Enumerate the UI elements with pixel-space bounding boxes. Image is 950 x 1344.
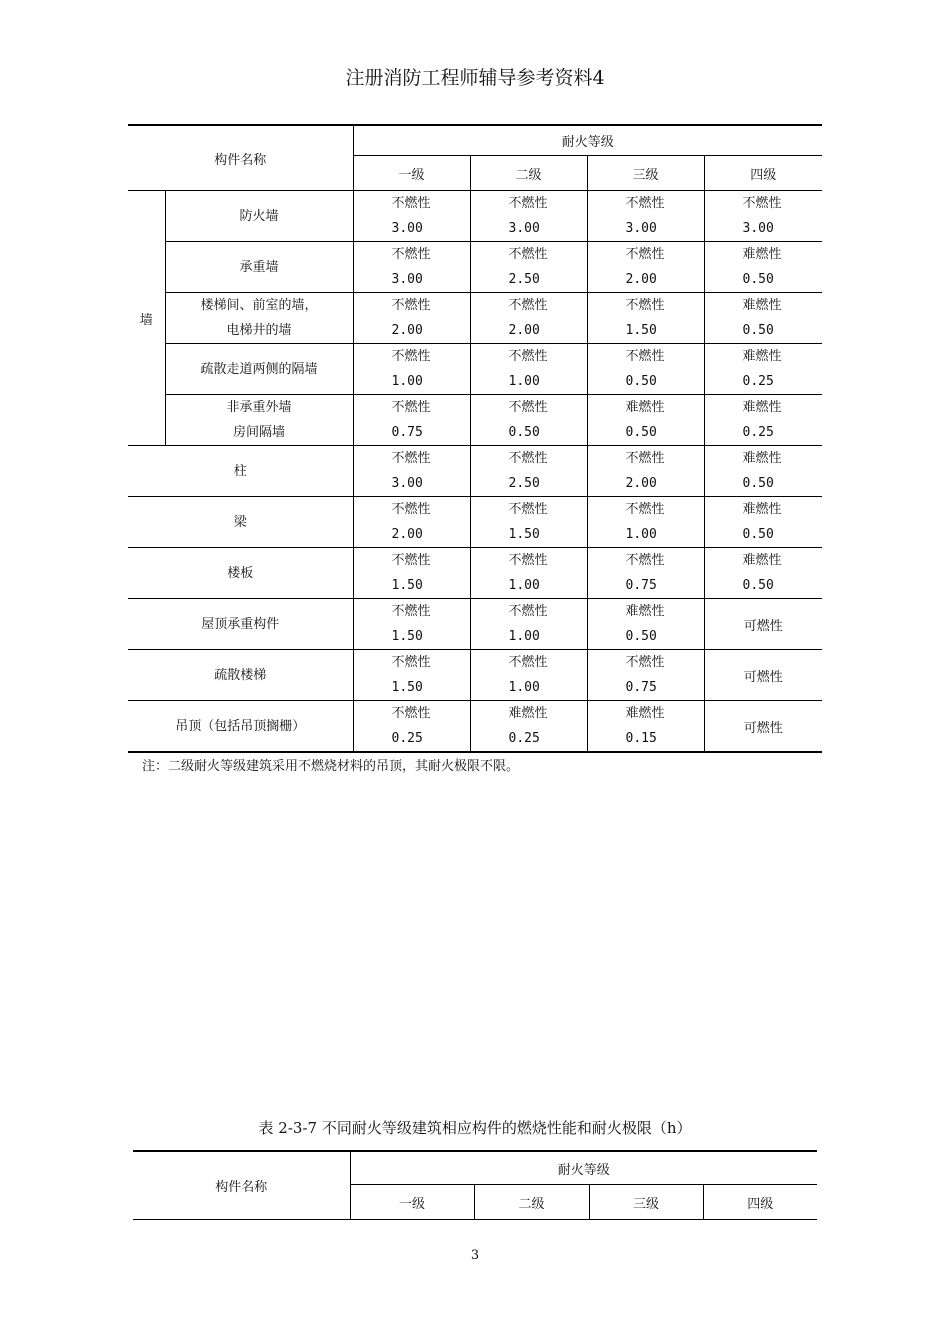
fire-resistance-hours: 2.00 bbox=[625, 476, 657, 491]
page-number: 3 bbox=[470, 1248, 480, 1263]
combustibility-value: 不燃性 bbox=[391, 502, 431, 517]
page-header-title: 注册消防工程师辅导参考资料4 bbox=[345, 67, 605, 89]
fire-resistance-hours: 1.50 bbox=[391, 629, 423, 644]
column-header-fire-rating: 耐火等级 bbox=[350, 1151, 817, 1185]
table-note: 注：二级耐火等级建筑采用不燃烧材料的吊顶，其耐火极限不限。 bbox=[142, 759, 520, 774]
combustibility-value: 不燃性 bbox=[508, 400, 548, 415]
fire-resistance-hours: 0.50 bbox=[508, 425, 540, 440]
combustibility-value: 不燃性 bbox=[625, 502, 665, 517]
rating-cell bbox=[704, 344, 822, 395]
combustibility-value: 不燃性 bbox=[508, 349, 548, 364]
fire-resistance-hours: 1.00 bbox=[508, 629, 540, 644]
combustibility-value: 不燃性 bbox=[625, 553, 665, 568]
combustibility-value: 难燃性 bbox=[742, 502, 782, 517]
rating-cell bbox=[353, 701, 470, 753]
fire-resistance-hours: 3.00 bbox=[391, 272, 423, 287]
fire-resistance-hours: 0.75 bbox=[625, 680, 657, 695]
fire-resistance-hours: 2.00 bbox=[625, 272, 657, 287]
rating-cell bbox=[704, 497, 822, 548]
combustibility-value: 不燃性 bbox=[391, 706, 431, 721]
table-row bbox=[128, 548, 822, 599]
fire-resistance-hours: 1.50 bbox=[508, 527, 540, 542]
fire-resistance-hours: 0.75 bbox=[391, 425, 423, 440]
fire-resistance-hours: 3.00 bbox=[391, 221, 423, 236]
fire-resistance-hours: 0.25 bbox=[508, 731, 540, 746]
column-header-component-name: 构件名称 bbox=[133, 1151, 350, 1220]
rating-cell bbox=[353, 497, 470, 548]
combustibility-value: 不燃性 bbox=[391, 196, 431, 211]
rating-cell bbox=[353, 293, 470, 344]
table-row bbox=[128, 395, 822, 446]
rating-cell bbox=[587, 599, 704, 650]
rating-cell bbox=[704, 191, 822, 242]
combustibility-value: 难燃性 bbox=[742, 247, 782, 262]
combustibility-value: 难燃性 bbox=[625, 706, 665, 721]
combustibility-value: 不燃性 bbox=[508, 604, 548, 619]
component-name: 屋顶承重构件 bbox=[128, 599, 353, 650]
rating-cell bbox=[470, 191, 587, 242]
fire-resistance-hours: 1.00 bbox=[508, 578, 540, 593]
fire-resistance-hours: 2.00 bbox=[508, 323, 540, 338]
rating-cell bbox=[587, 497, 704, 548]
rating-cell bbox=[587, 650, 704, 701]
combustibility-value: 难燃性 bbox=[742, 298, 782, 313]
rating-cell bbox=[470, 344, 587, 395]
combustibility-value: 不燃性 bbox=[742, 196, 782, 211]
fire-resistance-hours: 0.50 bbox=[625, 629, 657, 644]
rating-cell bbox=[353, 650, 470, 701]
rating-cell bbox=[704, 293, 822, 344]
rating-cell bbox=[704, 548, 822, 599]
rating-cell bbox=[353, 599, 470, 650]
rating-cell bbox=[470, 293, 587, 344]
component-name: 柱 bbox=[128, 446, 353, 497]
rating-cell bbox=[470, 548, 587, 599]
combustibility-value: 难燃性 bbox=[742, 349, 782, 364]
combustibility-value: 不燃性 bbox=[391, 553, 431, 568]
table-row bbox=[128, 650, 822, 701]
fire-resistance-hours: 1.50 bbox=[625, 323, 657, 338]
fire-resistance-hours: 3.00 bbox=[391, 476, 423, 491]
fire-resistance-hours: 0.75 bbox=[625, 578, 657, 593]
fire-resistance-table bbox=[128, 124, 822, 753]
rating-cell bbox=[470, 497, 587, 548]
grade-header: 二级 bbox=[470, 156, 587, 191]
fire-resistance-hours: 0.50 bbox=[625, 425, 657, 440]
grade-header: 三级 bbox=[589, 1185, 703, 1220]
combustibility-value: 不燃性 bbox=[391, 247, 431, 262]
fire-resistance-hours: 3.00 bbox=[508, 221, 540, 236]
fire-resistance-hours: 0.25 bbox=[742, 425, 774, 440]
fire-resistance-hours: 0.15 bbox=[625, 731, 657, 746]
grade-header: 一级 bbox=[350, 1185, 474, 1220]
combustibility-value: 不燃性 bbox=[625, 451, 665, 466]
combustibility-value: 不燃性 bbox=[508, 196, 548, 211]
combustibility-value: 难燃性 bbox=[742, 553, 782, 568]
component-name: 吊顶（包括吊顶搁栅） bbox=[128, 701, 353, 753]
rating-cell bbox=[587, 242, 704, 293]
fire-resistance-hours: 2.50 bbox=[508, 272, 540, 287]
combustibility-value: 可燃性 bbox=[743, 669, 783, 685]
rating-cell bbox=[353, 446, 470, 497]
fire-resistance-hours: 1.50 bbox=[391, 680, 423, 695]
fire-resistance-table-continued bbox=[133, 1150, 817, 1220]
rating-cell bbox=[704, 650, 822, 701]
fire-resistance-hours: 1.50 bbox=[391, 578, 423, 593]
rating-cell bbox=[470, 599, 587, 650]
combustibility-value: 不燃性 bbox=[508, 247, 548, 262]
fire-resistance-hours: 1.00 bbox=[391, 374, 423, 389]
fire-resistance-hours: 2.00 bbox=[391, 323, 423, 338]
rating-cell bbox=[587, 446, 704, 497]
fire-resistance-hours: 1.00 bbox=[508, 374, 540, 389]
combustibility-value: 不燃性 bbox=[391, 298, 431, 313]
combustibility-value: 不燃性 bbox=[625, 196, 665, 211]
combustibility-value: 不燃性 bbox=[625, 655, 665, 670]
column-header-component-name: 构件名称 bbox=[128, 125, 353, 191]
table-caption: 表 2-3-7 不同耐火等级建筑相应构件的燃烧性能和耐火极限（h） bbox=[258, 1119, 692, 1137]
fire-resistance-hours: 0.50 bbox=[742, 476, 774, 491]
rating-cell bbox=[587, 191, 704, 242]
fire-resistance-hours: 0.25 bbox=[742, 374, 774, 389]
component-name-line: 防火墙 bbox=[239, 208, 279, 224]
fire-resistance-hours: 0.25 bbox=[391, 731, 423, 746]
fire-resistance-hours: 1.00 bbox=[625, 527, 657, 542]
combustibility-value: 不燃性 bbox=[391, 400, 431, 415]
combustibility-value: 可燃性 bbox=[743, 720, 783, 736]
grade-header: 二级 bbox=[474, 1185, 589, 1220]
combustibility-value: 不燃性 bbox=[625, 247, 665, 262]
fire-resistance-hours: 0.50 bbox=[742, 272, 774, 287]
table-row bbox=[128, 701, 822, 753]
rating-cell bbox=[704, 599, 822, 650]
component-name bbox=[165, 344, 353, 395]
fire-resistance-hours: 2.50 bbox=[508, 476, 540, 491]
rating-cell bbox=[470, 242, 587, 293]
rating-cell bbox=[470, 446, 587, 497]
component-name-line: 非承重外墙 bbox=[226, 400, 292, 415]
component-name: 疏散楼梯 bbox=[128, 650, 353, 701]
rating-cell bbox=[353, 242, 470, 293]
rating-cell bbox=[704, 446, 822, 497]
table-row bbox=[128, 599, 822, 650]
combustibility-value: 不燃性 bbox=[625, 349, 665, 364]
rating-cell bbox=[470, 650, 587, 701]
grade-header: 三级 bbox=[587, 156, 704, 191]
component-name: 楼板 bbox=[128, 548, 353, 599]
fire-resistance-hours: 2.00 bbox=[391, 527, 423, 542]
component-name-line: 电梯井的墙 bbox=[226, 323, 292, 338]
component-name bbox=[165, 191, 353, 242]
combustibility-value: 不燃性 bbox=[391, 655, 431, 670]
combustibility-value: 可燃性 bbox=[743, 618, 783, 634]
combustibility-value: 不燃性 bbox=[625, 298, 665, 313]
fire-resistance-hours: 1.00 bbox=[508, 680, 540, 695]
rating-cell bbox=[587, 344, 704, 395]
rating-cell bbox=[353, 548, 470, 599]
component-name-line: 楼梯间、前室的墙， bbox=[200, 298, 318, 313]
grade-header: 四级 bbox=[703, 1185, 817, 1220]
component-name-line: 疏散走道两侧的隔墙 bbox=[200, 361, 318, 377]
rating-cell bbox=[587, 548, 704, 599]
component-name-line: 承重墙 bbox=[239, 259, 279, 275]
combustibility-value: 不燃性 bbox=[391, 451, 431, 466]
rating-cell bbox=[353, 344, 470, 395]
combustibility-value: 难燃性 bbox=[508, 706, 548, 721]
rating-cell bbox=[353, 395, 470, 446]
component-name bbox=[165, 293, 353, 344]
component-name bbox=[165, 242, 353, 293]
rating-cell bbox=[704, 395, 822, 446]
grade-header: 一级 bbox=[353, 156, 470, 191]
rating-cell bbox=[470, 701, 587, 753]
rating-cell bbox=[587, 701, 704, 753]
grade-header: 四级 bbox=[704, 156, 822, 191]
fire-resistance-hours: 0.50 bbox=[625, 374, 657, 389]
combustibility-value: 不燃性 bbox=[508, 655, 548, 670]
combustibility-value: 难燃性 bbox=[742, 400, 782, 415]
fire-resistance-hours: 0.50 bbox=[742, 527, 774, 542]
combustibility-value: 不燃性 bbox=[508, 451, 548, 466]
table-row bbox=[128, 191, 822, 242]
table-row bbox=[128, 293, 822, 344]
combustibility-value: 不燃性 bbox=[508, 502, 548, 517]
component-name bbox=[165, 395, 353, 446]
table-row bbox=[128, 446, 822, 497]
rating-cell bbox=[704, 242, 822, 293]
combustibility-value: 不燃性 bbox=[391, 604, 431, 619]
column-header-fire-rating: 耐火等级 bbox=[353, 125, 822, 156]
fire-resistance-hours: 0.50 bbox=[742, 578, 774, 593]
fire-resistance-hours: 0.50 bbox=[742, 323, 774, 338]
fire-resistance-hours: 3.00 bbox=[742, 221, 774, 236]
fire-resistance-hours: 3.00 bbox=[625, 221, 657, 236]
rating-cell bbox=[704, 701, 822, 753]
rating-cell bbox=[587, 395, 704, 446]
component-name-line: 房间隔墙 bbox=[232, 425, 285, 440]
rating-cell bbox=[353, 191, 470, 242]
combustibility-value: 难燃性 bbox=[625, 604, 665, 619]
combustibility-value: 难燃性 bbox=[742, 451, 782, 466]
combustibility-value: 不燃性 bbox=[391, 349, 431, 364]
component-name: 梁 bbox=[128, 497, 353, 548]
rating-cell bbox=[470, 395, 587, 446]
table-row bbox=[128, 344, 822, 395]
table-row bbox=[128, 242, 822, 293]
combustibility-value: 不燃性 bbox=[508, 553, 548, 568]
rating-cell bbox=[587, 293, 704, 344]
combustibility-value: 难燃性 bbox=[625, 400, 665, 415]
wall-group-label: 墙 bbox=[128, 191, 165, 446]
combustibility-value: 不燃性 bbox=[508, 298, 548, 313]
table-row bbox=[128, 497, 822, 548]
